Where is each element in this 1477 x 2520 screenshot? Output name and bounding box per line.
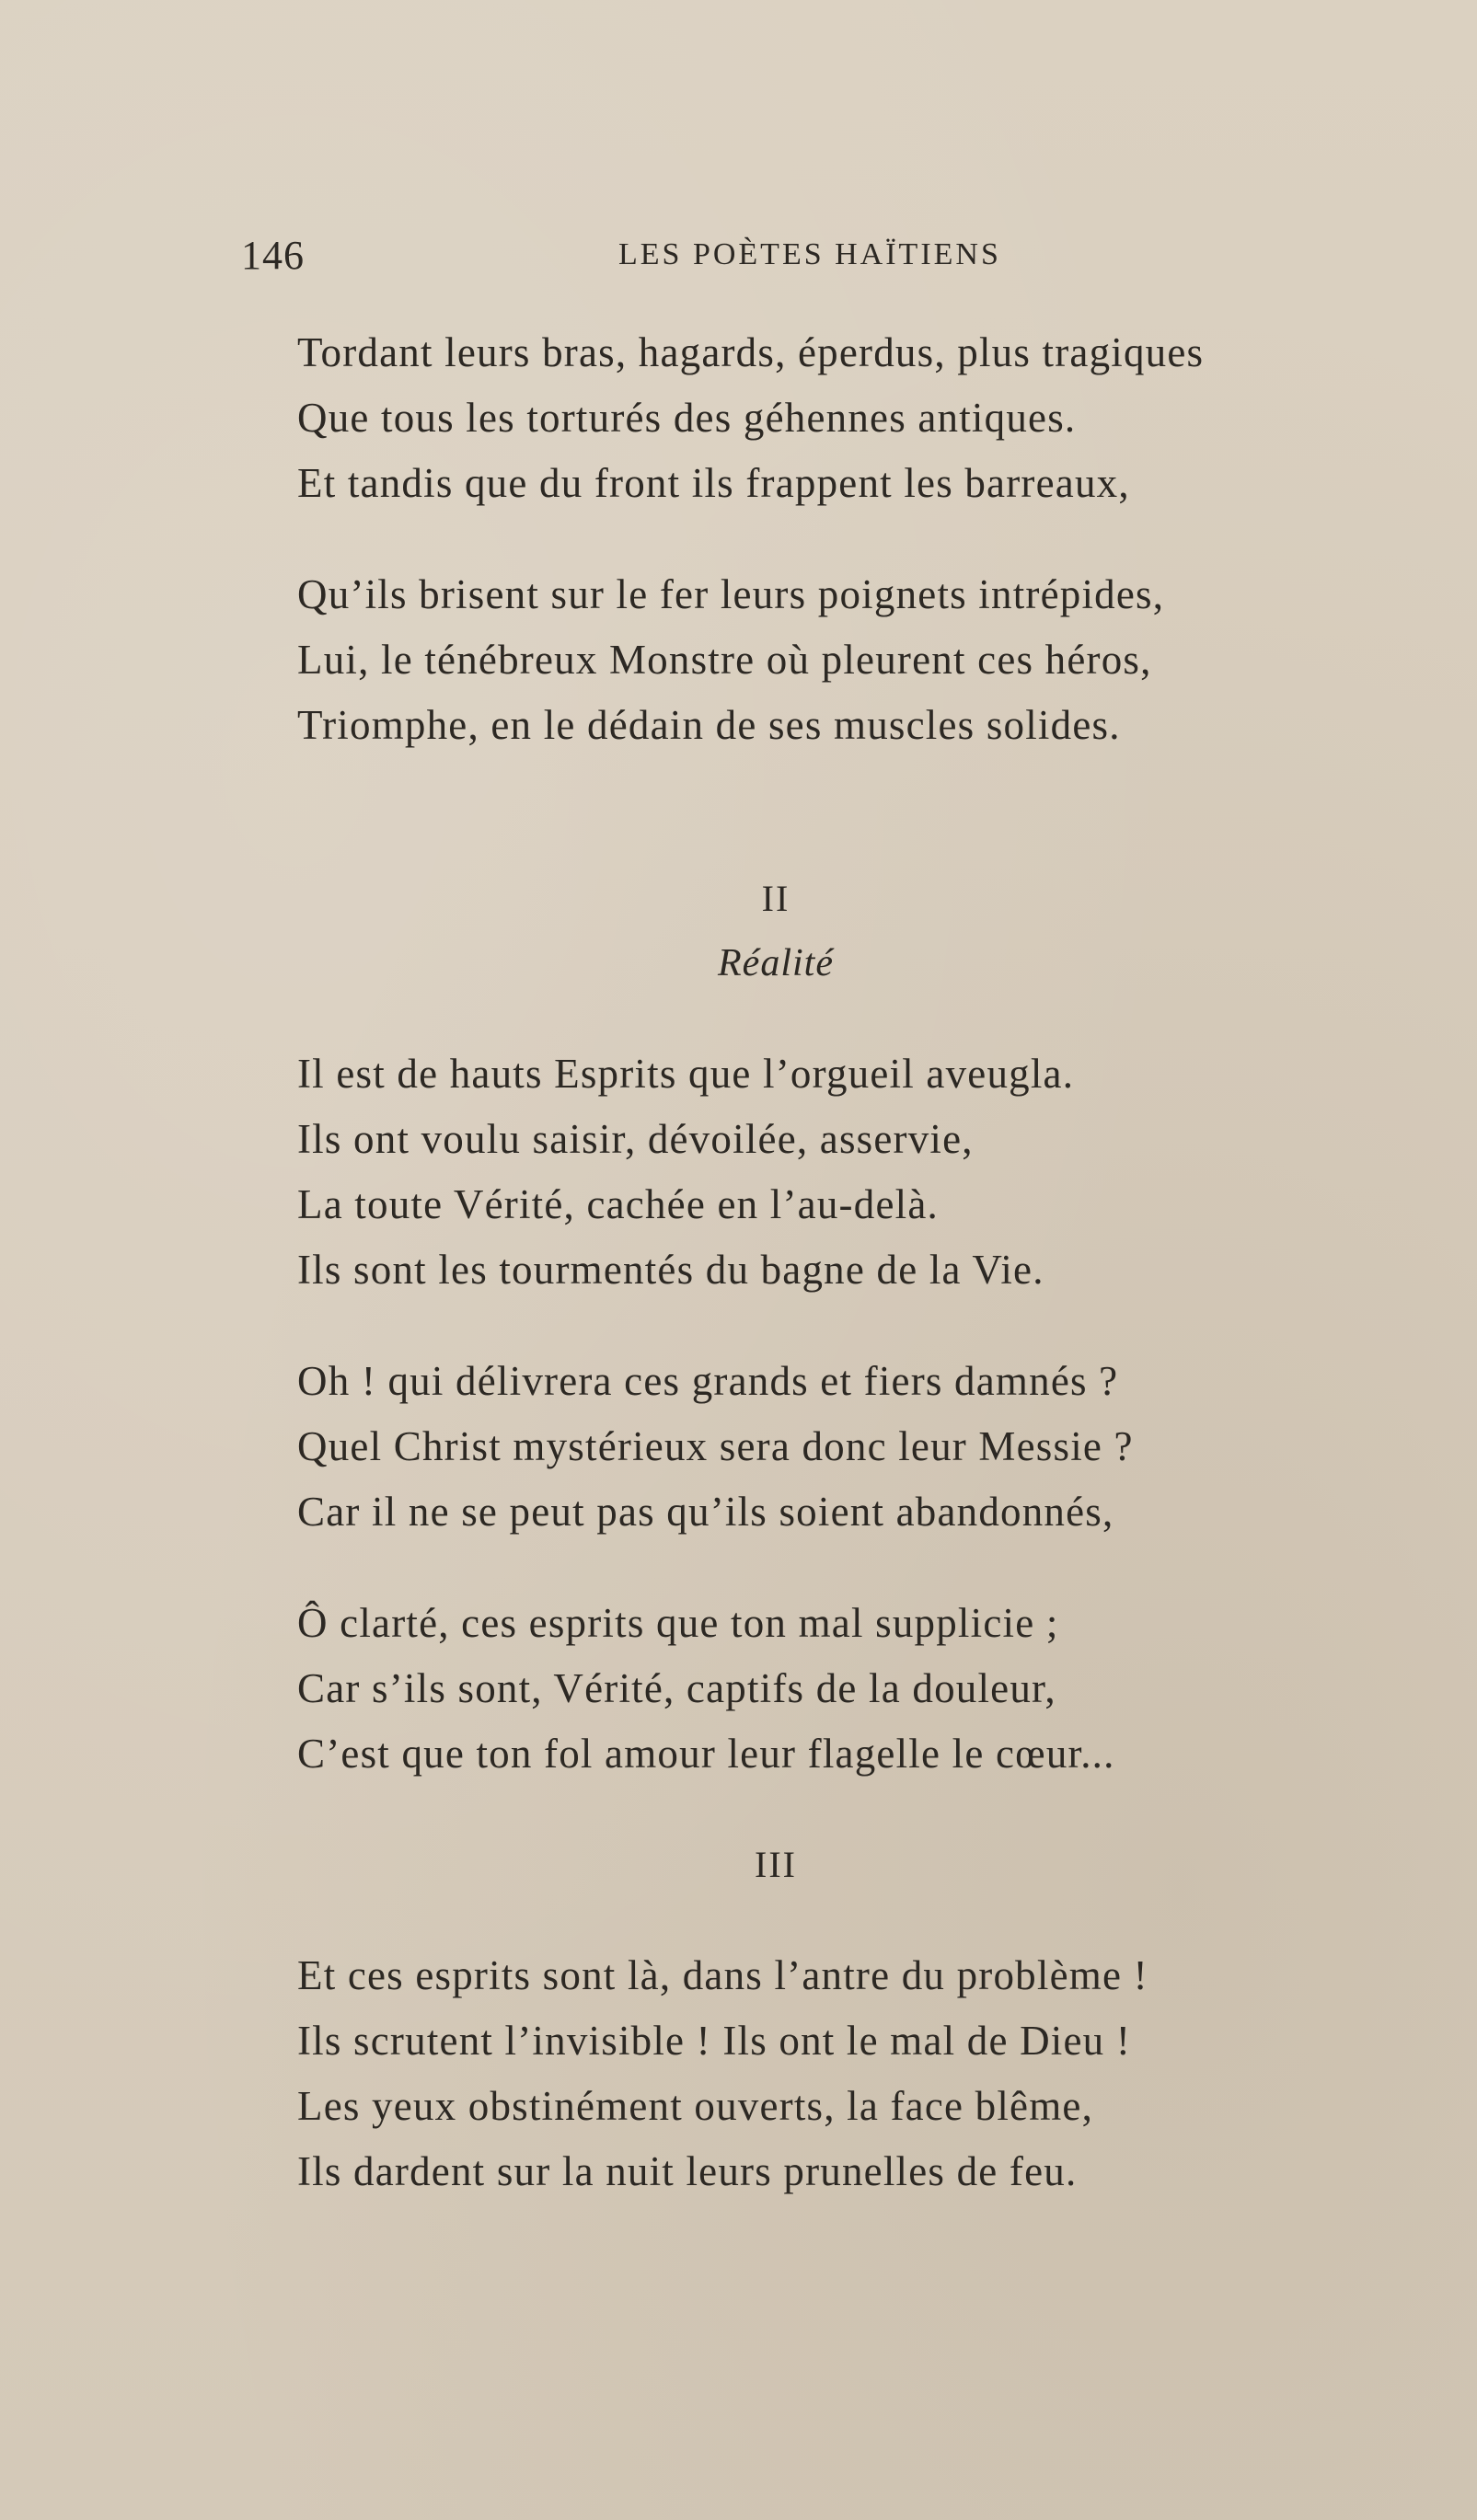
verse-line: Ils scrutent l’invisible ! Ils ont le mal de Dieu ! xyxy=(297,2018,1132,2064)
stanza-gap xyxy=(297,1787,1448,1833)
verse-line: Quel Christ mystérieux sera donc leur Messie ? xyxy=(297,1423,1134,1469)
verse-line: Les yeux obstinément ouverts, la face blême, xyxy=(297,2083,1094,2129)
section-gap xyxy=(297,758,1448,867)
stanza-gap xyxy=(297,1303,1448,1349)
verse-line: Ils ont voulu saisir, dévoilée, asservie, xyxy=(297,1116,974,1162)
verse-line: Ils dardent sur la nuit leurs prunelles de feu. xyxy=(297,2148,1078,2194)
verse-line: Ils sont les tourmentés du bagne de la Vie. xyxy=(297,1247,1044,1293)
poem-text xyxy=(297,320,1448,2204)
section-title: Réalité xyxy=(718,942,834,984)
stanza-gap xyxy=(297,995,1448,1041)
verse-line: La toute Vérité, cachée en l’au-delà. xyxy=(297,1181,939,1227)
verse-line: Que tous les torturés des géhennes antiques. xyxy=(297,395,1077,441)
page-number: 146 xyxy=(241,233,305,278)
running-title: LES POÈTES HAÏTIENS xyxy=(618,237,1001,271)
stanza-gap xyxy=(297,1545,1448,1591)
stanza-gap xyxy=(297,1897,1448,1943)
verse-line: Et tandis que du front ils frappent les barreaux, xyxy=(297,460,1130,506)
verse-line: Et ces esprits sont là, dans l’antre du problème ! xyxy=(297,1952,1148,1998)
verse-line: Triomphe, en le dédain de ses muscles solides. xyxy=(297,702,1121,748)
verse-line: Lui, le ténébreux Monstre où pleurent ces héros, xyxy=(297,637,1152,683)
verse-line: Car il ne se peut pas qu’ils soient abandonnés, xyxy=(297,1489,1114,1535)
section-number: II xyxy=(761,878,790,919)
verse-line: Qu’ils brisent sur le fer leurs poignets intrépides, xyxy=(297,571,1165,617)
running-head xyxy=(241,232,1217,287)
verse-line: Ô clarté, ces esprits que ton mal supplicie ; xyxy=(297,1600,1059,1646)
verse-line: Car s’ils sont, Vérité, captifs de la douleur, xyxy=(297,1665,1056,1711)
stanza-gap xyxy=(297,516,1448,562)
verse-line: Il est de hauts Esprits que l’orgueil aveugla. xyxy=(297,1051,1075,1097)
verse-line: C’est que ton fol amour leur flagelle le cœur... xyxy=(297,1731,1115,1777)
verse-line: Tordant leurs bras, hagards, éperdus, plus tragiques xyxy=(297,329,1205,375)
section-number: III xyxy=(755,1844,797,1885)
verse-line: Oh ! qui délivrera ces grands et fiers damnés ? xyxy=(297,1358,1119,1404)
